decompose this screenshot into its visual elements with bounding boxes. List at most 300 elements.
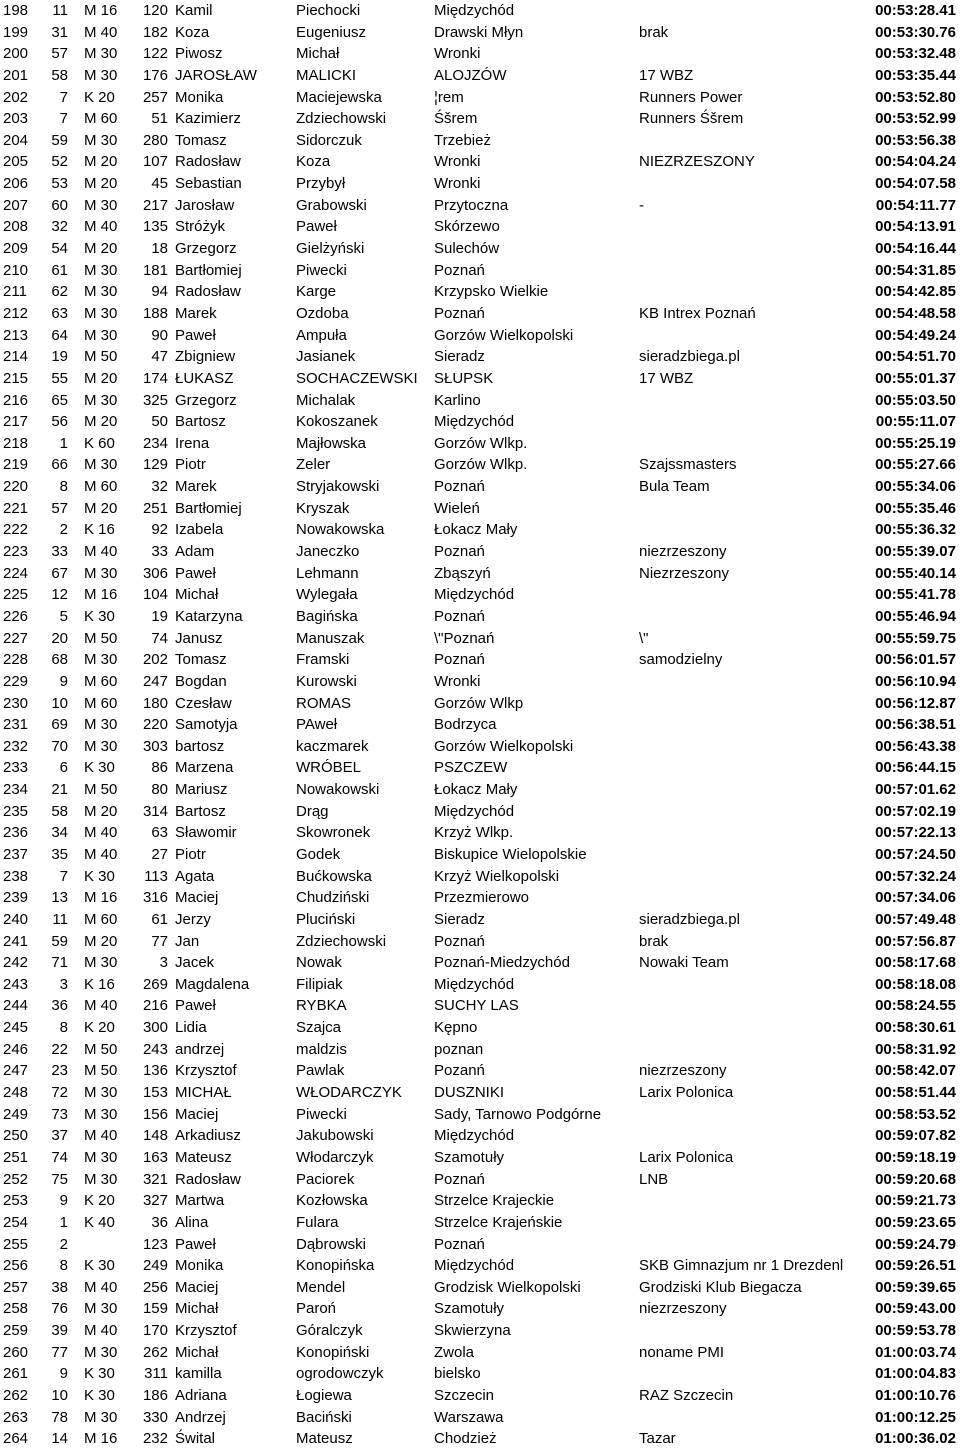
category-place-cell: 8 xyxy=(59,478,68,496)
place-cell: 256 xyxy=(3,1257,29,1275)
last-name-cell: Koza xyxy=(296,153,331,171)
first-name-cell: ŁUKASZ xyxy=(175,369,234,387)
city-cell: Łokacz Mały xyxy=(434,521,518,539)
table-row xyxy=(0,952,960,974)
time-cell: 00:55:41.78 xyxy=(875,586,956,604)
last-name-cell: WRÓBEL xyxy=(296,759,362,777)
place-cell: 259 xyxy=(3,1322,29,1340)
place-cell: 228 xyxy=(3,651,29,669)
category-cell: M 30 xyxy=(84,66,118,84)
category-place-cell: 10 xyxy=(51,1387,68,1404)
last-name-cell: Przybył xyxy=(296,175,346,193)
first-name-cell: Piotr xyxy=(175,845,206,863)
category-cell: M 30 xyxy=(84,304,118,322)
place-cell: 241 xyxy=(3,932,29,950)
table-row xyxy=(0,1385,960,1407)
category-place-cell: 56 xyxy=(51,413,68,431)
last-name-cell: Kryszak xyxy=(296,499,350,517)
bib-cell: 202 xyxy=(142,651,168,669)
category-cell: M 30 xyxy=(84,1170,118,1188)
place-cell: 246 xyxy=(3,1040,29,1058)
first-name-cell: Paweł xyxy=(175,564,216,582)
last-name-cell: Nowakowski xyxy=(296,781,380,799)
city-cell: SŁUPSK xyxy=(434,369,494,387)
city-cell: Skórzewo xyxy=(434,218,500,236)
time-cell: 00:54:11.77 xyxy=(875,196,956,214)
first-name-cell: kamilla xyxy=(175,1365,222,1383)
first-name-cell: Mariusz xyxy=(175,781,228,799)
bib-cell: 330 xyxy=(142,1408,168,1426)
city-cell: Kępno xyxy=(434,1019,478,1037)
category-place-cell: 7 xyxy=(59,88,68,106)
category-place-cell: 7 xyxy=(59,110,68,128)
last-name-cell: Piechocki xyxy=(296,2,361,19)
category-cell: K 20 xyxy=(84,1192,115,1210)
club-cell: Runners Power xyxy=(639,88,743,106)
first-name-cell: Bartłomiej xyxy=(175,499,242,517)
table-row xyxy=(0,887,960,909)
city-cell: PSZCZEW xyxy=(434,759,508,777)
category-cell: M 40 xyxy=(84,845,118,863)
city-cell: Gorzów Wielkopolski xyxy=(434,326,574,344)
category-cell: M 20 xyxy=(84,413,118,431)
first-name-cell: Maciej xyxy=(175,1105,219,1123)
bib-cell: 156 xyxy=(142,1105,168,1123)
club-cell: samodzielny xyxy=(639,651,723,669)
bib-cell: 32 xyxy=(151,478,168,496)
last-name-cell: Konopiński xyxy=(296,1343,370,1361)
first-name-cell: Tomasz xyxy=(175,651,227,669)
category-place-cell: 6 xyxy=(59,759,68,777)
place-cell: 210 xyxy=(3,261,29,279)
club-cell: Bula Team xyxy=(639,478,710,496)
place-cell: 235 xyxy=(3,802,29,820)
bib-cell: 311 xyxy=(144,1365,168,1383)
city-cell: Międzychód xyxy=(434,2,515,19)
last-name-cell: Wylegała xyxy=(296,586,358,604)
last-name-cell: Włodarczyk xyxy=(296,1148,374,1166)
place-cell: 254 xyxy=(3,1213,29,1231)
first-name-cell: bartosz xyxy=(175,737,225,755)
time-cell: 00:59:18.19 xyxy=(875,1148,956,1166)
time-cell: 00:56:01.57 xyxy=(875,651,956,669)
bib-cell: 188 xyxy=(142,304,168,322)
time-cell: 00:53:56.38 xyxy=(875,131,956,149)
first-name-cell: Michał xyxy=(175,1343,219,1361)
time-cell: 00:59:26.51 xyxy=(875,1257,956,1275)
time-cell: 00:57:32.24 xyxy=(875,867,956,885)
time-cell: 01:00:36.02 xyxy=(875,1430,956,1448)
place-cell: 217 xyxy=(3,413,29,431)
city-cell: Poznań xyxy=(434,304,485,322)
table-row xyxy=(0,628,960,650)
category-cell: M 20 xyxy=(84,175,118,193)
bib-cell: 80 xyxy=(151,781,168,799)
table-row xyxy=(0,1104,960,1126)
bib-cell: 61 xyxy=(151,910,168,928)
table-row xyxy=(0,1428,960,1450)
category-cell: M 30 xyxy=(84,716,118,734)
table-row xyxy=(0,173,960,195)
place-cell: 252 xyxy=(3,1170,29,1188)
place-cell: 230 xyxy=(3,694,29,712)
time-cell: 00:55:25.19 xyxy=(875,434,956,452)
time-cell: 00:55:11.07 xyxy=(875,413,956,431)
category-place-cell: 23 xyxy=(51,1062,68,1080)
last-name-cell: Drąg xyxy=(296,802,329,820)
last-name-cell: Maciejewska xyxy=(296,88,382,106)
club-cell: sieradzbiega.pl xyxy=(639,910,740,928)
category-place-cell: 12 xyxy=(51,586,68,604)
place-cell: 202 xyxy=(3,88,29,106)
category-place-cell: 8 xyxy=(59,1257,68,1275)
time-cell: 01:00:04.83 xyxy=(875,1365,956,1383)
table-row xyxy=(0,519,960,541)
bib-cell: 303 xyxy=(142,737,168,755)
first-name-cell: Piwosz xyxy=(175,45,223,63)
category-cell: K 30 xyxy=(84,607,115,625)
table-row xyxy=(0,1407,960,1429)
time-cell: 00:55:01.37 xyxy=(875,369,956,387)
category-place-cell: 2 xyxy=(59,521,68,539)
last-name-cell: Filipiak xyxy=(296,975,343,993)
category-place-cell: 38 xyxy=(51,1278,68,1296)
club-cell: brak xyxy=(639,23,669,41)
bib-cell: 50 xyxy=(151,413,168,431)
last-name-cell: Paciorek xyxy=(296,1170,355,1188)
category-cell: M 50 xyxy=(84,781,118,799)
last-name-cell: WŁODARCZYK xyxy=(296,1084,402,1102)
category-cell: M 30 xyxy=(84,564,118,582)
bib-cell: 104 xyxy=(142,586,168,604)
time-cell: 00:56:43.38 xyxy=(875,737,956,755)
bib-cell: 74 xyxy=(151,629,168,647)
time-cell: 00:54:04.24 xyxy=(875,153,956,171)
last-name-cell: Konopińska xyxy=(296,1257,375,1275)
table-row xyxy=(0,649,960,671)
category-cell: M 60 xyxy=(84,110,118,128)
last-name-cell: Ozdoba xyxy=(296,304,349,322)
category-cell: M 30 xyxy=(84,1148,118,1166)
category-place-cell: 58 xyxy=(51,66,68,84)
first-name-cell: Radosław xyxy=(175,153,241,171)
table-row xyxy=(0,866,960,888)
table-row xyxy=(0,931,960,953)
last-name-cell: PAweł xyxy=(296,716,338,734)
category-cell: M 30 xyxy=(84,1343,118,1361)
city-cell: Poznań xyxy=(434,607,485,625)
place-cell: 223 xyxy=(3,543,29,561)
first-name-cell: Bartłomiej xyxy=(175,261,242,279)
first-name-cell: Tomasz xyxy=(175,131,227,149)
place-cell: 218 xyxy=(3,434,29,452)
bib-cell: 63 xyxy=(151,824,168,842)
last-name-cell: Zdziechowski xyxy=(296,932,387,950)
club-cell: niezrzeszony xyxy=(639,543,727,561)
bib-cell: 256 xyxy=(142,1278,168,1296)
place-cell: 198 xyxy=(3,2,29,19)
category-place-cell: 75 xyxy=(51,1170,68,1188)
table-row xyxy=(0,1342,960,1364)
category-place-cell: 61 xyxy=(51,261,68,279)
bib-cell: 123 xyxy=(142,1235,168,1253)
city-cell: poznan xyxy=(434,1040,484,1058)
time-cell: 00:55:27.66 xyxy=(875,456,956,474)
category-cell: M 16 xyxy=(84,2,118,19)
first-name-cell: Koza xyxy=(175,23,210,41)
table-row xyxy=(0,281,960,303)
bib-cell: 327 xyxy=(142,1192,168,1210)
table-row xyxy=(0,216,960,238)
first-name-cell: Marek xyxy=(175,304,217,322)
time-cell: 00:56:38.51 xyxy=(875,716,956,734)
table-row xyxy=(0,303,960,325)
last-name-cell: Mendel xyxy=(296,1278,346,1296)
city-cell: Wronki xyxy=(434,153,481,171)
table-row xyxy=(0,1147,960,1169)
first-name-cell: Alina xyxy=(175,1213,209,1231)
table-row xyxy=(0,974,960,996)
category-place-cell: 8 xyxy=(59,1019,68,1037)
last-name-cell: Bagińska xyxy=(296,607,358,625)
table-row xyxy=(0,779,960,801)
city-cell: Sady, Tarnowo Podgórne xyxy=(434,1105,602,1123)
first-name-cell: Jan xyxy=(175,932,200,950)
category-place-cell: 71 xyxy=(51,954,68,972)
city-cell: Zbąszyń xyxy=(434,564,491,582)
table-row xyxy=(0,1125,960,1147)
table-row xyxy=(0,0,960,22)
table-row xyxy=(0,454,960,476)
city-cell: Wronki xyxy=(434,175,481,193)
last-name-cell: Paweł xyxy=(296,218,337,236)
place-cell: 225 xyxy=(3,586,29,604)
first-name-cell: Mateusz xyxy=(175,1148,232,1166)
time-cell: 00:54:07.58 xyxy=(875,175,956,193)
table-row xyxy=(0,22,960,44)
category-place-cell: 65 xyxy=(51,391,68,409)
last-name-cell: Paroń xyxy=(296,1300,337,1318)
table-row xyxy=(0,1320,960,1342)
place-cell: 208 xyxy=(3,218,29,236)
club-cell: - xyxy=(639,196,644,214)
place-cell: 257 xyxy=(3,1278,29,1296)
city-cell: Biskupice Wielopolskie xyxy=(434,845,587,863)
table-row xyxy=(0,671,960,693)
category-place-cell: 54 xyxy=(51,240,68,258)
last-name-cell: Kokoszanek xyxy=(296,413,378,431)
bib-cell: 321 xyxy=(142,1170,168,1188)
category-place-cell: 57 xyxy=(51,499,68,517)
category-place-cell: 33 xyxy=(51,543,68,561)
first-name-cell: Monika xyxy=(175,88,224,106)
first-name-cell: Samotyja xyxy=(175,716,238,734)
first-name-cell: Marzena xyxy=(175,759,234,777)
last-name-cell: Gielżyński xyxy=(296,240,365,258)
category-cell: K 20 xyxy=(84,1019,115,1037)
city-cell: Drawski Młyn xyxy=(434,23,524,41)
bib-cell: 186 xyxy=(142,1387,168,1404)
category-place-cell: 59 xyxy=(51,131,68,149)
city-cell: Międzychód xyxy=(434,1257,515,1275)
category-place-cell: 73 xyxy=(51,1105,68,1123)
time-cell: 00:53:52.99 xyxy=(875,110,956,128)
first-name-cell: Radosław xyxy=(175,1170,241,1188)
last-name-cell: Ampuła xyxy=(296,326,347,344)
table-row xyxy=(0,151,960,173)
time-cell: 00:58:24.55 xyxy=(875,997,956,1015)
place-cell: 263 xyxy=(3,1408,29,1426)
place-cell: 262 xyxy=(3,1387,29,1404)
category-cell: M 30 xyxy=(84,283,118,301)
bib-cell: 217 xyxy=(142,196,168,214)
last-name-cell: Eugeniusz xyxy=(296,23,367,41)
first-name-cell: Katarzyna xyxy=(175,607,243,625)
club-cell: Nowaki Team xyxy=(639,954,729,972)
bib-cell: 325 xyxy=(142,391,168,409)
table-row xyxy=(0,390,960,412)
city-cell: Strzelce Krajeckie xyxy=(434,1192,555,1210)
last-name-cell: Framski xyxy=(296,651,350,669)
category-cell: M 16 xyxy=(84,889,118,907)
table-row xyxy=(0,995,960,1017)
table-row xyxy=(0,1017,960,1039)
time-cell: 00:53:35.44 xyxy=(875,66,956,84)
time-cell: 00:56:44.15 xyxy=(875,759,956,777)
time-cell: 01:00:10.76 xyxy=(875,1387,956,1404)
category-place-cell: 66 xyxy=(51,456,68,474)
last-name-cell: Janeczko xyxy=(296,543,360,561)
table-row xyxy=(0,1169,960,1191)
category-cell: M 30 xyxy=(84,954,118,972)
category-cell: M 30 xyxy=(84,1105,118,1123)
category-cell: K 40 xyxy=(84,1213,115,1231)
last-name-cell: kaczmarek xyxy=(296,737,369,755)
time-cell: 00:57:34.06 xyxy=(875,889,956,907)
category-cell: M 30 xyxy=(84,391,118,409)
city-cell: Szczecin xyxy=(434,1387,495,1404)
category-place-cell: 57 xyxy=(51,45,68,63)
category-cell: M 60 xyxy=(84,694,118,712)
bib-cell: 170 xyxy=(142,1322,168,1340)
city-cell: Sulechów xyxy=(434,240,500,258)
club-cell: niezrzeszony xyxy=(639,1062,727,1080)
place-cell: 216 xyxy=(3,391,29,409)
category-cell: K 30 xyxy=(84,1387,115,1404)
last-name-cell: MALICKI xyxy=(296,66,357,84)
category-cell: M 20 xyxy=(84,369,118,387)
city-cell: ALOJZÓW xyxy=(434,66,507,84)
category-place-cell: 62 xyxy=(51,283,68,301)
first-name-cell: Bogdan xyxy=(175,672,227,690)
table-row xyxy=(0,87,960,109)
category-cell: M 30 xyxy=(84,326,118,344)
place-cell: 244 xyxy=(3,997,29,1015)
bib-cell: 92 xyxy=(151,521,168,539)
category-cell: M 30 xyxy=(84,45,118,63)
club-cell: sieradzbiega.pl xyxy=(639,348,740,366)
bib-cell: 180 xyxy=(142,694,168,712)
first-name-cell: Andrzej xyxy=(175,1408,226,1426)
table-row xyxy=(0,325,960,347)
time-cell: 00:53:30.76 xyxy=(875,23,956,41)
city-cell: Poznań xyxy=(434,1235,485,1253)
city-cell: Poznań xyxy=(434,261,485,279)
table-row xyxy=(0,606,960,628)
time-cell: 00:54:49.24 xyxy=(875,326,956,344)
table-row xyxy=(0,130,960,152)
time-cell: 00:58:53.52 xyxy=(875,1105,956,1123)
club-cell: Larix Polonica xyxy=(639,1148,734,1166)
city-cell: ¦rem xyxy=(434,88,464,106)
city-cell: Krzyż Wielkopolski xyxy=(434,867,560,885)
place-cell: 231 xyxy=(3,716,29,734)
bib-cell: 129 xyxy=(142,456,168,474)
place-cell: 206 xyxy=(3,175,29,193)
category-place-cell: 69 xyxy=(51,716,68,734)
category-place-cell: 3 xyxy=(59,975,68,993)
place-cell: 226 xyxy=(3,607,29,625)
city-cell: Trzebież xyxy=(434,131,491,149)
place-cell: 258 xyxy=(3,1300,29,1318)
last-name-cell: maldzis xyxy=(296,1040,347,1058)
bib-cell: 107 xyxy=(142,153,168,171)
first-name-cell: Krzysztof xyxy=(175,1322,237,1340)
first-name-cell: Paweł xyxy=(175,1235,216,1253)
last-name-cell: Chudziński xyxy=(296,889,370,907)
place-cell: 199 xyxy=(3,23,29,41)
category-cell: M 40 xyxy=(84,1127,118,1145)
last-name-cell: Kozłowska xyxy=(296,1192,368,1210)
place-cell: 236 xyxy=(3,824,29,842)
category-place-cell: 22 xyxy=(51,1040,68,1058)
category-place-cell: 14 xyxy=(51,1430,68,1448)
first-name-cell: Monika xyxy=(175,1257,224,1275)
city-cell: Sieradz xyxy=(434,348,485,366)
category-place-cell: 13 xyxy=(51,889,68,907)
category-place-cell: 11 xyxy=(52,910,68,928)
table-row xyxy=(0,822,960,844)
time-cell: 00:59:21.73 xyxy=(875,1192,956,1210)
bib-cell: 122 xyxy=(142,45,168,63)
city-cell: Międzychód xyxy=(434,413,515,431)
club-cell: Niezrzeszony xyxy=(639,564,730,582)
city-cell: Wieleń xyxy=(434,499,480,517)
first-name-cell: Bartosz xyxy=(175,802,226,820)
category-cell: M 20 xyxy=(84,240,118,258)
first-name-cell: Paweł xyxy=(175,326,216,344)
first-name-cell: Zbigniew xyxy=(175,348,236,366)
bib-cell: 86 xyxy=(151,759,168,777)
bib-cell: 216 xyxy=(142,997,168,1015)
bib-cell: 181 xyxy=(142,261,168,279)
place-cell: 201 xyxy=(3,66,29,84)
first-name-cell: Janusz xyxy=(175,629,223,647)
first-name-cell: Adam xyxy=(175,543,215,561)
city-cell: Poznań xyxy=(434,651,485,669)
city-cell: Poznań xyxy=(434,932,485,950)
time-cell: 00:59:43.00 xyxy=(875,1300,956,1318)
last-name-cell: Kurowski xyxy=(296,672,357,690)
bib-cell: 3 xyxy=(159,954,168,972)
club-cell: Tazar xyxy=(639,1430,676,1448)
first-name-cell: MICHAŁ xyxy=(175,1084,232,1102)
time-cell: 00:57:01.62 xyxy=(875,781,956,799)
time-cell: 00:58:51.44 xyxy=(875,1084,956,1102)
first-name-cell: Sebastian xyxy=(175,175,242,193)
time-cell: 00:58:17.68 xyxy=(875,954,956,972)
category-cell: K 16 xyxy=(84,975,115,993)
